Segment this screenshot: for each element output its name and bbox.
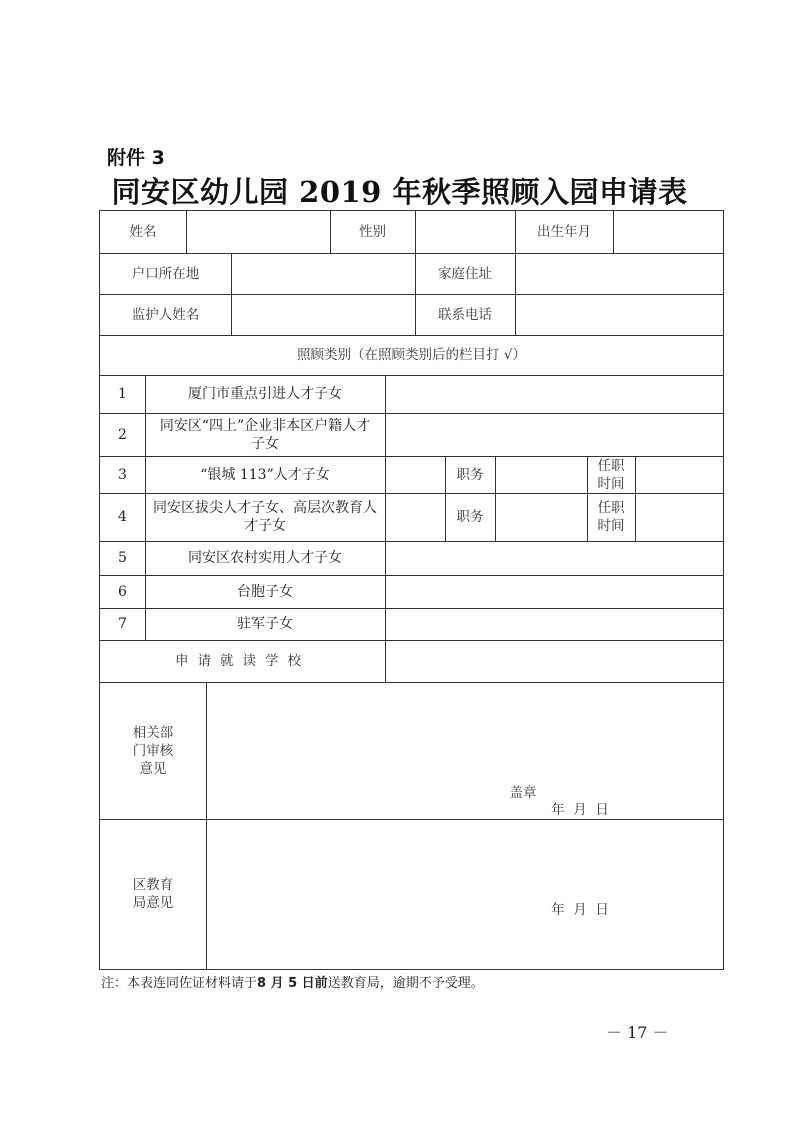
position-input[interactable] (495, 456, 587, 493)
category-check-cell[interactable] (385, 456, 445, 493)
category-label: 驻军子女 (237, 616, 293, 632)
phone-input[interactable] (515, 294, 723, 335)
position-label: 职务 (456, 509, 484, 525)
form-note (101, 972, 484, 991)
gender-label: 性别 (359, 224, 386, 240)
category-number: 1 (118, 386, 127, 402)
category-label: 同安区拔尖人才子女、高层次教育人才子女 (153, 500, 377, 534)
tenure-input[interactable] (635, 493, 723, 541)
category-label: 同安区“四上”企业非本区户籍人才子女 (159, 417, 371, 452)
category-label: 厦门市重点引进人才子女 (188, 386, 342, 402)
bureau-review-label: 区教育局意见 (132, 877, 174, 911)
hukou-input[interactable] (231, 253, 415, 294)
category-check-cell[interactable] (385, 608, 723, 640)
category-number: 7 (118, 616, 127, 632)
category-check-cell[interactable] (385, 375, 723, 413)
birth-input[interactable] (613, 211, 723, 253)
gender-input[interactable] (415, 211, 515, 253)
category-check-cell[interactable] (385, 575, 723, 608)
category-check-cell[interactable] (385, 493, 445, 541)
dept-review-input[interactable] (206, 682, 723, 819)
position-label: 职务 (456, 466, 484, 483)
dept-review-date: 年 月 日 (551, 802, 609, 818)
tenure-label: 任职时间 (597, 457, 625, 492)
note-suffix: 送教育局，逾期不予受理。 (327, 976, 484, 991)
phone-label: 联系电话 (438, 306, 492, 323)
note-deadline: 8 月 5 日前 (257, 976, 328, 991)
guardian-label: 监护人姓名 (131, 306, 200, 323)
tenure-label: 任职时间 (597, 500, 625, 534)
name-label: 姓名 (129, 224, 157, 240)
category-header: 照顾类别（在照顾类别后的栏目打 √） (297, 347, 526, 363)
category-label: “银城 113”人才子女 (200, 466, 330, 483)
hukou-label: 户口所在地 (131, 265, 200, 282)
category-number: 6 (118, 583, 127, 600)
category-check-cell[interactable] (385, 541, 723, 575)
address-input[interactable] (515, 253, 723, 294)
seal-text: 盖章 (509, 785, 537, 801)
category-label: 同安区农村实用人才子女 (188, 550, 342, 566)
address-label: 家庭住址 (438, 265, 492, 282)
name-input[interactable] (186, 211, 330, 253)
bureau-review-input[interactable] (206, 819, 723, 969)
application-form (99, 210, 724, 970)
position-input[interactable] (495, 493, 587, 541)
page-number: － 17 － (606, 1023, 669, 1042)
note-prefix: 注：本表连同佐证材料请于 (101, 976, 258, 991)
bureau-review-date: 年 月 日 (551, 902, 609, 918)
tenure-input[interactable] (635, 456, 723, 493)
category-number: 2 (118, 426, 127, 443)
category-number: 3 (118, 466, 127, 483)
school-input[interactable] (385, 640, 723, 682)
attachment-label: 附件 3 (107, 147, 165, 169)
category-label: 台胞子女 (237, 583, 293, 600)
dept-review-label: 相关部门审核意见 (132, 724, 174, 777)
category-number: 4 (118, 509, 127, 525)
category-number: 5 (118, 550, 127, 566)
birth-label: 出生年月 (537, 224, 591, 240)
guardian-input[interactable] (231, 294, 415, 335)
category-check-cell[interactable] (385, 413, 723, 456)
form-title: 同安区幼儿园 2019 年秋季照顾入园申请表 (111, 175, 688, 209)
school-label: 申请就读学校 (175, 653, 310, 669)
